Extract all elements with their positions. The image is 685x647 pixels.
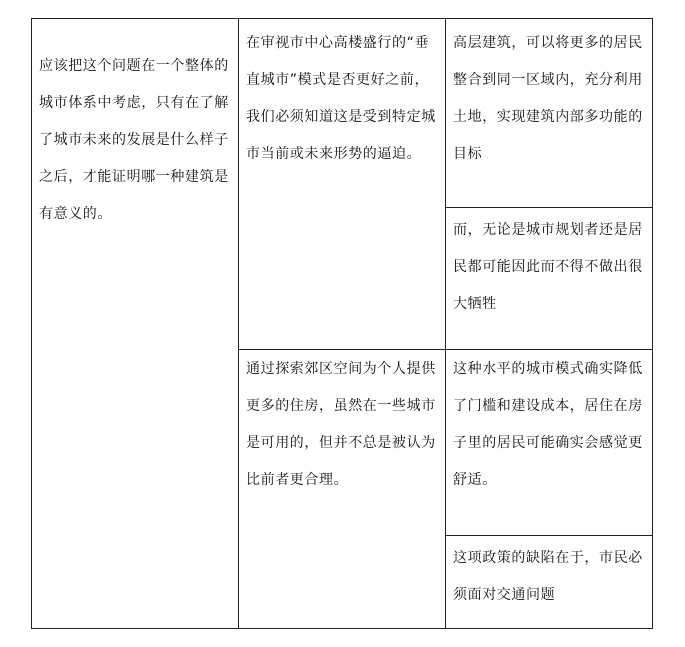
cell-col2-top: 在审视市中心高楼盛行的“垂直城市”模式是否更好之前，我们必须知道这是受到特定城市当前或未来形势的逼迫。 — [246, 35, 436, 162]
row-divider-col3-1 — [445, 207, 652, 208]
cell-col3-row3: 这种水平的城市模式确实降低了门槛和建设成本，居住在房子里的居民可能确实会感觉更舒适。 — [453, 361, 643, 488]
column-divider-1 — [238, 19, 239, 628]
cell-col2-bottom: 通过探索郊区空间为个人提供更多的住房，虽然在一些城市是可用的，但并不总是被认为比前者更合理。 — [246, 361, 436, 488]
cell-col3-row1: 高层建筑，可以将更多的居民整合到同一区域内，充分利用土地，实现建筑内部多功能的目标 — [453, 35, 643, 162]
cell-col3-row4: 这项政策的缺陷在于，市民必须面对交通问题 — [453, 550, 643, 603]
cell-col3-row2: 而，无论是城市规划者还是居民都可能因此而不得不做出很大牺牲 — [453, 222, 643, 312]
cell-col1-main: 应该把这个问题在一个整体的城市体系中考虑，只有在了解了城市未来的发展是什么样子之后，才能证明哪一种建筑是有意义的。 — [39, 58, 229, 222]
column-divider-2 — [445, 19, 446, 628]
comparison-table — [31, 18, 653, 629]
row-divider-middle — [238, 349, 652, 350]
row-divider-col3-3 — [445, 535, 652, 536]
